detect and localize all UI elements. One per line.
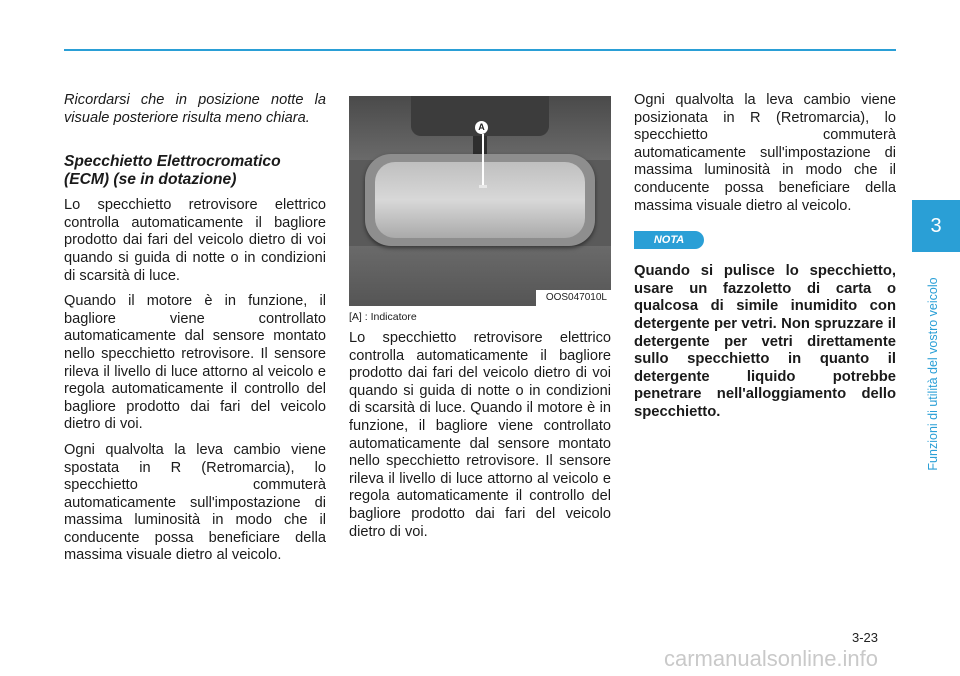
paragraph: Ogni qualvolta la leva cambio viene posizionata in R (Retromarcia), lo specchietto commuterà automaticamente sull'impostazione di massima luminosità in modo che il conducente possa beneficiare della massima visuale dietro al veicolo.: [634, 92, 896, 214]
watermark: carmanualsonline.info: [664, 646, 879, 671]
section-heading: Specchietto Elettrocromatico (ECM) (se in dotazione): [64, 153, 281, 189]
column-middle: [349, 92, 611, 541]
figure-leader-line: [482, 134, 484, 186]
figure-code: OOS047010L: [536, 290, 611, 306]
figure-indicator-light: [479, 185, 487, 188]
figure-caption: [A] : Indicatore: [349, 311, 417, 323]
nota-badge: NOTA: [634, 231, 704, 249]
rearview-mirror-figure: [349, 96, 611, 306]
chapter-title: Funzioni di utilità del vostro veicolo: [926, 277, 940, 471]
chapter-title-vertical: [924, 255, 944, 495]
paragraph: Lo specchietto retrovisore elettrico controlla automaticamente il bagliore prodotto dai fari del veicolo dietro di voi quando si guida di notte o in condizioni di scarsità di luce. Quando il motore è in funzione, il bagliore viene controllato automaticamente dal sensore montato nello specchietto retrovisore. Il sensore rileva il livello di luce attorno al veicolo e regola automaticamente il controllo del bagliore prodotto dai fari del veicolo dietro di voi.: [349, 330, 611, 540]
paragraph: Quando il motore è in funzione, il bagliore viene controllato automaticamente dal sensore montato nello specchietto retrovisore. Il sensore rileva il livello di luce attorno al veicolo e regola automaticamente il controllo del bagliore prodotto dai fari del veicolo dietro di voi.: [64, 293, 326, 433]
page-number: 3-23: [852, 630, 879, 645]
night-position-note: Ricordarsi che in posizione notte la visuale posteriore risulta meno chiara.: [64, 92, 326, 126]
paragraph: Ogni qualvolta la leva cambio viene spostata in R (Retromarcia), lo specchietto commuterà automaticamente sull'impostazione di massima luminosità in modo che il conducente possa beneficiare della massima visuale dietro al veicolo.: [64, 441, 326, 564]
figure-callout-a: A: [475, 121, 488, 134]
column-right: [634, 92, 896, 422]
nota-text: Quando si pulisce lo specchietto, usare un fazzoletto di carta o qualcosa di simile inumidito con detergente per vetri. Non spruzzare il detergente per vetri direttamente sullo specchietto in quanto il detergente liquido potrebbe penetrare nell'alloggiamento dello specchietto.: [634, 263, 896, 420]
paragraph: Lo specchietto retrovisore elettrico controlla automaticamente il bagliore prodotto dai fari del veicolo dietro di voi quando si guida di notte o in condizioni di scarsità di luce.: [64, 197, 326, 284]
figure-mirror-glass: [375, 162, 585, 238]
figure-mirror-mount: [473, 136, 487, 156]
column-left: [64, 92, 326, 565]
chapter-tab: 3: [912, 200, 960, 252]
header-rule: [64, 49, 896, 51]
